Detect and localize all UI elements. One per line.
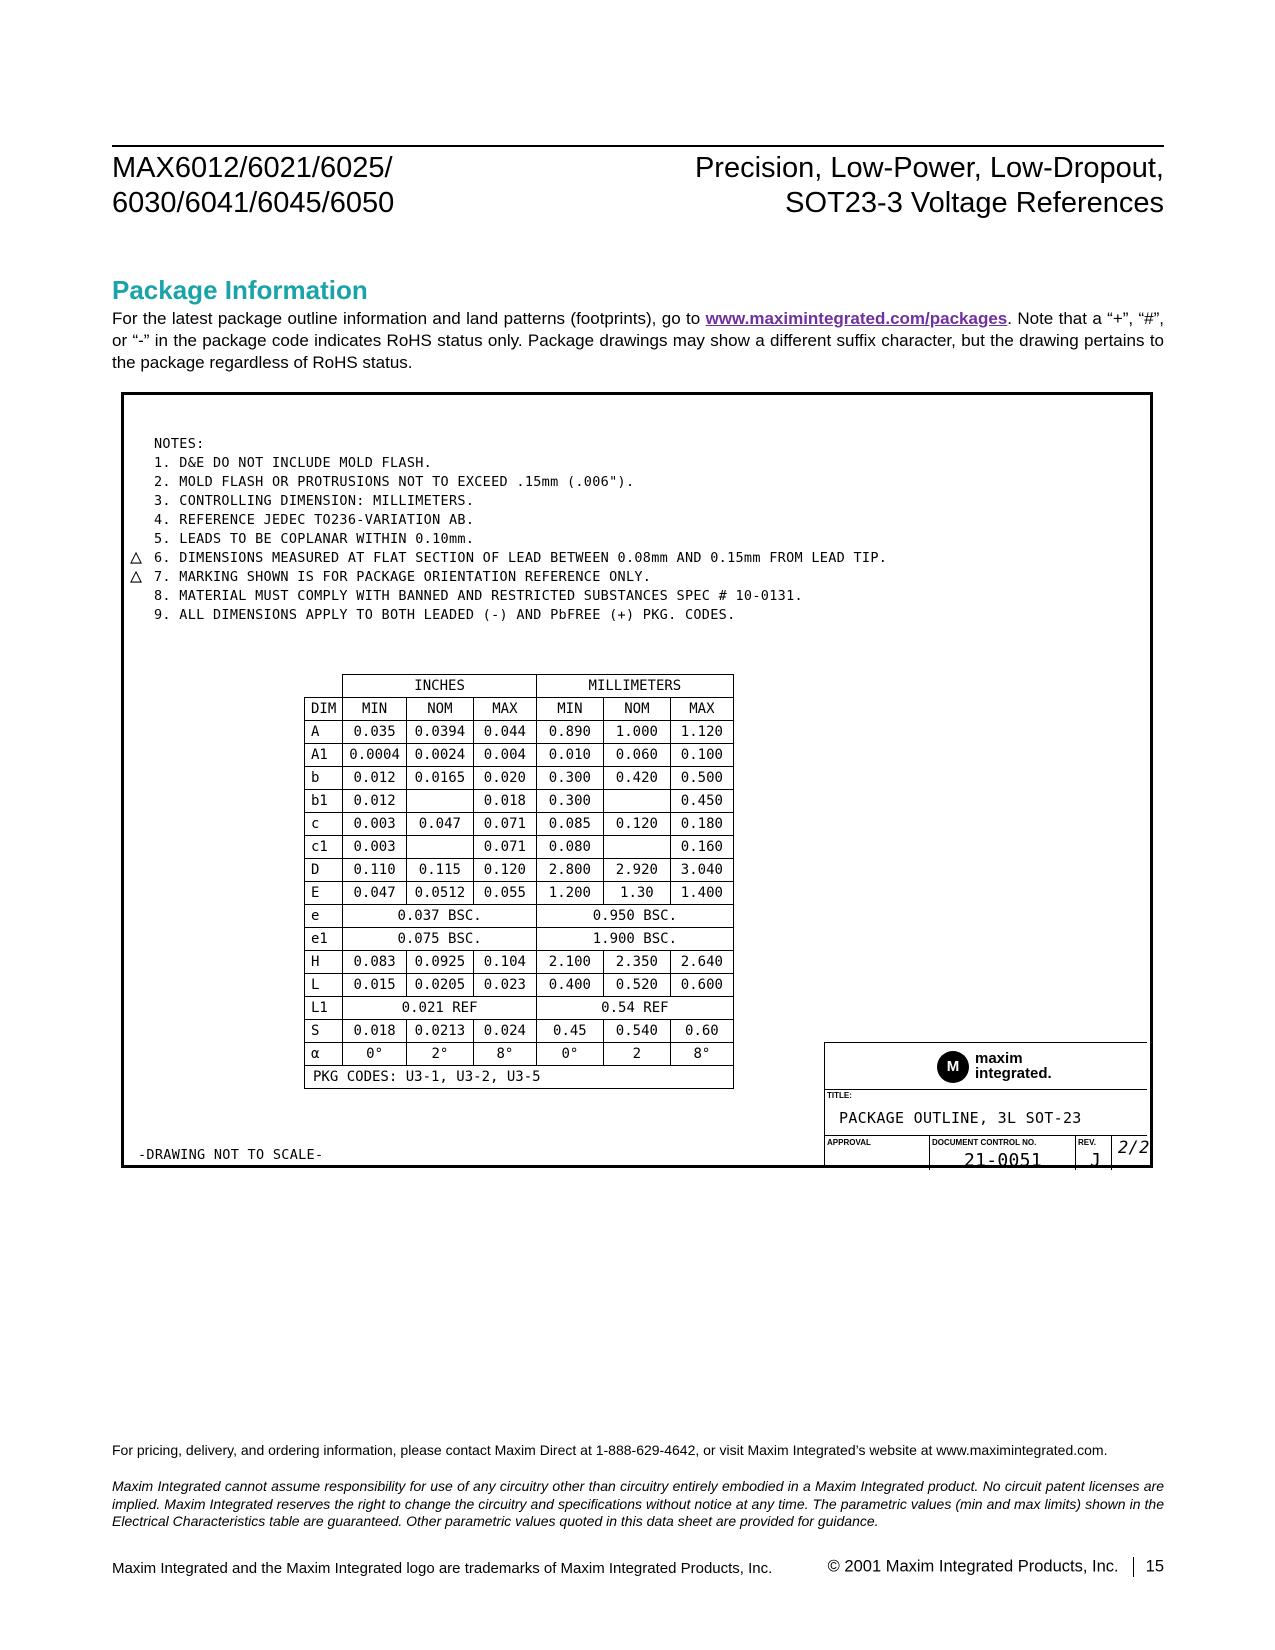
value-cell: 0.0394 — [406, 721, 473, 744]
logo-text — [975, 1051, 1052, 1081]
note-3: 3. CONTROLLING DIMENSION: MILLIMETERS. — [154, 493, 475, 509]
intro-text-after: . Note that a “+”, “#”, or “-” in the package code indicates RoHS status only. Package drawings may show a different suffix character, but the drawing pertains to the package regardless of RoHS status. — [112, 309, 1164, 372]
approval-label: APPROVAL — [827, 1138, 871, 1147]
value-cell: 1.120 — [670, 721, 733, 744]
value-cell: 0.020 — [473, 767, 536, 790]
value-cell: 0.300 — [536, 790, 603, 813]
triangle-icon: △ — [130, 544, 143, 568]
table-row — [305, 882, 734, 905]
value-cell: 0.023 — [473, 974, 536, 997]
value-cell: 0.018 — [343, 1020, 407, 1043]
col-max: MAX — [670, 698, 733, 721]
part-line-1: MAX6012/6021/6025/ — [112, 152, 393, 184]
span-value-cell: 0.037 BSC. — [343, 905, 537, 928]
dim-cell: A — [305, 721, 343, 744]
drawing-notes — [130, 435, 888, 625]
value-cell: 0.180 — [670, 813, 733, 836]
value-cell: 0.0004 — [343, 744, 407, 767]
value-cell: 0.012 — [343, 790, 407, 813]
span-value-cell: 0.54 REF — [536, 997, 733, 1020]
table-row — [305, 905, 734, 928]
value-cell: 0.003 — [343, 836, 407, 859]
dim-cell: c — [305, 813, 343, 836]
title-block — [824, 1042, 1150, 1171]
footer-contact: For pricing, delivery, and ordering information, please contact Maxim Direct at 1-888-629-4642, or visit Maxim Integrated’s website at www.maximintegrated.com. — [112, 1442, 1108, 1458]
note-7-row — [130, 563, 887, 587]
table-row — [305, 951, 734, 974]
col-min: MIN — [343, 698, 407, 721]
maxim-logo-icon: M — [937, 1051, 969, 1083]
value-cell: 0.010 — [536, 744, 603, 767]
value-cell: 0° — [536, 1043, 603, 1066]
value-cell: 0.500 — [670, 767, 733, 790]
not-to-scale-note: -DRAWING NOT TO SCALE- — [138, 1147, 324, 1163]
span-value-cell: 0.021 REF — [343, 997, 537, 1020]
logo-line-2: integrated. — [975, 1065, 1052, 1082]
col-dim: DIM — [305, 698, 343, 721]
value-cell: 0.003 — [343, 813, 407, 836]
rev-value: J — [1090, 1150, 1102, 1171]
note-2: 2. MOLD FLASH OR PROTRUSIONS NOT TO EXCEED .15mm (.006"). — [154, 474, 635, 490]
note-8: 8. MATERIAL MUST COMPLY WITH BANNED AND RESTRICTED SUBSTANCES SPEC # 10-0131. — [154, 588, 803, 604]
triangle-icon: △ — [130, 563, 143, 587]
value-cell: 0.004 — [473, 744, 536, 767]
value-cell: 1.000 — [603, 721, 670, 744]
dim-cell: b — [305, 767, 343, 790]
dim-cell: L — [305, 974, 343, 997]
value-cell: 3.040 — [670, 859, 733, 882]
value-cell: 2.100 — [536, 951, 603, 974]
dim-cell: L1 — [305, 997, 343, 1020]
dim-cell: e — [305, 905, 343, 928]
rev-label: REV. — [1078, 1138, 1096, 1147]
table-row — [305, 859, 734, 882]
value-cell: 8° — [473, 1043, 536, 1066]
part-line-2: 6030/6041/6045/6050 — [112, 187, 395, 219]
table-row — [305, 721, 734, 744]
title-line-2: SOT23-3 Voltage References — [785, 187, 1164, 219]
note-4: 4. REFERENCE JEDEC TO236-VARIATION AB. — [154, 512, 475, 528]
intro-paragraph — [112, 308, 1164, 374]
value-cell: 8° — [670, 1043, 733, 1066]
value-cell: 0.115 — [406, 859, 473, 882]
value-cell: 0.160 — [670, 836, 733, 859]
value-cell: 1.400 — [670, 882, 733, 905]
group-inches: INCHES — [343, 675, 537, 698]
value-cell: 0.600 — [670, 974, 733, 997]
table-row — [305, 744, 734, 767]
title-line-1: Precision, Low-Power, Low-Dropout, — [694, 152, 1164, 184]
value-cell: 0.024 — [473, 1020, 536, 1043]
table-row — [305, 767, 734, 790]
table-row — [305, 836, 734, 859]
table-row — [305, 813, 734, 836]
dim-cell: S — [305, 1020, 343, 1043]
page-number: 15 — [1145, 1557, 1164, 1576]
table-group-header — [305, 675, 734, 698]
value-cell: 0.0024 — [406, 744, 473, 767]
value-cell: 0.035 — [343, 721, 407, 744]
value-cell: 2° — [406, 1043, 473, 1066]
value-cell: 0.0925 — [406, 951, 473, 974]
doc-control-cell — [929, 1136, 1076, 1170]
span-value-cell: 0.950 BSC. — [536, 905, 733, 928]
col-nom: NOM — [406, 698, 473, 721]
dimensions-table — [304, 674, 734, 1089]
value-cell: 0° — [343, 1043, 407, 1066]
note-6: 6. DIMENSIONS MEASURED AT FLAT SECTION OF LEAD BETWEEN 0.08mm AND 0.15mm FROM LEAD TIP. — [154, 550, 888, 566]
title-value: PACKAGE OUTLINE, 3L SOT-23 — [839, 1109, 1082, 1127]
note-6-row — [130, 544, 888, 568]
table-column-header — [305, 698, 734, 721]
sheet-value: 2/2 — [1118, 1138, 1150, 1158]
doc-control-label: DOCUMENT CONTROL NO. — [932, 1138, 1037, 1147]
footer-disclaimer: Maxim Integrated cannot assume responsibility for use of any circuitry other than circuitry entirely embodied in a Maxim Integrated product. No circuit patent licenses are implied. Maxim Integrated reserves the right to change the circuitry and specifications without notice at any time. The parametric values (min and max limits) shown in the Electrical Characteristics table are guaranteed. Other parametric values quoted in this data sheet are provided for guidance. — [112, 1478, 1164, 1529]
table-row — [305, 1020, 734, 1043]
part-numbers — [112, 151, 394, 221]
value-cell: 0.015 — [343, 974, 407, 997]
package-drawing — [121, 392, 1153, 1171]
value-cell: 0.60 — [670, 1020, 733, 1043]
rev-cell — [1075, 1136, 1112, 1170]
dim-cell: A1 — [305, 744, 343, 767]
value-cell — [603, 790, 670, 813]
table-row — [305, 997, 734, 1020]
value-cell: 0.044 — [473, 721, 536, 744]
footer-divider — [1133, 1557, 1134, 1577]
logo-line-1: maxim — [975, 1050, 1023, 1067]
value-cell: 0.300 — [536, 767, 603, 790]
value-cell: 0.45 — [536, 1020, 603, 1043]
value-cell: 0.012 — [343, 767, 407, 790]
value-cell: 2.920 — [603, 859, 670, 882]
note-5: 5. LEADS TO BE COPLANAR WITHIN 0.10mm. — [154, 531, 475, 547]
value-cell — [603, 836, 670, 859]
value-cell: 0.071 — [473, 813, 536, 836]
header-rule — [112, 145, 1164, 147]
value-cell: 2.640 — [670, 951, 733, 974]
value-cell: 1.200 — [536, 882, 603, 905]
datasheet-title — [695, 151, 1164, 221]
value-cell: 0.047 — [406, 813, 473, 836]
packages-link[interactable]: www.maximintegrated.com/packages — [705, 309, 1008, 328]
dim-cell: E — [305, 882, 343, 905]
logo-area — [825, 1043, 1147, 1090]
value-cell: 0.540 — [603, 1020, 670, 1043]
value-cell: 0.060 — [603, 744, 670, 767]
dim-cell: D — [305, 859, 343, 882]
sheet-cell — [1111, 1136, 1149, 1170]
value-cell — [406, 836, 473, 859]
col-min: MIN — [536, 698, 603, 721]
col-max: MAX — [473, 698, 536, 721]
table-body — [305, 721, 734, 1066]
value-cell: 2 — [603, 1043, 670, 1066]
table-row — [305, 974, 734, 997]
value-cell: 0.110 — [343, 859, 407, 882]
value-cell: 0.055 — [473, 882, 536, 905]
title-label: TITLE: — [827, 1091, 852, 1100]
value-cell: 0.0512 — [406, 882, 473, 905]
value-cell: 0.890 — [536, 721, 603, 744]
dim-cell: e1 — [305, 928, 343, 951]
dim-cell: α — [305, 1043, 343, 1066]
value-cell: 2.800 — [536, 859, 603, 882]
dim-cell: b1 — [305, 790, 343, 813]
note-header: NOTES: — [154, 436, 205, 452]
value-cell: 0.520 — [603, 974, 670, 997]
note-9: 9. ALL DIMENSIONS APPLY TO BOTH LEADED (-) AND PbFREE (+) PKG. CODES. — [154, 607, 736, 623]
value-cell: 0.0213 — [406, 1020, 473, 1043]
value-cell: 0.100 — [670, 744, 733, 767]
value-cell: 0.120 — [473, 859, 536, 882]
section-title: Package Information — [112, 275, 368, 305]
col-nom: NOM — [603, 698, 670, 721]
span-value-cell: 0.075 BSC. — [343, 928, 537, 951]
value-cell: 0.400 — [536, 974, 603, 997]
value-cell: 0.104 — [473, 951, 536, 974]
value-cell: 1.30 — [603, 882, 670, 905]
value-cell: 0.085 — [536, 813, 603, 836]
dim-cell: H — [305, 951, 343, 974]
value-cell: 0.071 — [473, 836, 536, 859]
footer-trademark: Maxim Integrated and the Maxim Integrated logo are trademarks of Maxim Integrated Products, Inc. — [112, 1560, 773, 1577]
table-row — [305, 928, 734, 951]
table-row — [305, 790, 734, 813]
value-cell — [406, 790, 473, 813]
group-millimeters: MILLIMETERS — [536, 675, 733, 698]
value-cell: 0.047 — [343, 882, 407, 905]
footer-copyright: © 2001 Maxim Integrated Products, Inc. — [827, 1557, 1119, 1576]
doc-control-value: 21-0051 — [964, 1150, 1042, 1171]
value-cell: 0.080 — [536, 836, 603, 859]
value-cell: 0.120 — [603, 813, 670, 836]
intro-text-before: For the latest package outline information and land patterns (footprints), go to — [112, 309, 706, 328]
value-cell: 0.0205 — [406, 974, 473, 997]
value-cell: 0.083 — [343, 951, 407, 974]
note-1: 1. D&E DO NOT INCLUDE MOLD FLASH. — [154, 455, 433, 471]
value-cell: 0.420 — [603, 767, 670, 790]
pkg-codes-row — [305, 1066, 734, 1089]
pkg-codes: PKG CODES: U3-1, U3-2, U3-5 — [305, 1066, 734, 1089]
value-cell: 0.018 — [473, 790, 536, 813]
value-cell: 2.350 — [603, 951, 670, 974]
span-value-cell: 1.900 BSC. — [536, 928, 733, 951]
dim-cell: c1 — [305, 836, 343, 859]
value-cell: 0.0165 — [406, 767, 473, 790]
value-cell: 0.450 — [670, 790, 733, 813]
footer-copyright-area — [828, 1557, 1164, 1577]
note-7: 7. MARKING SHOWN IS FOR PACKAGE ORIENTATION REFERENCE ONLY. — [154, 569, 652, 585]
title-block-bottom-row — [825, 1135, 1150, 1171]
table-row — [305, 1043, 734, 1066]
